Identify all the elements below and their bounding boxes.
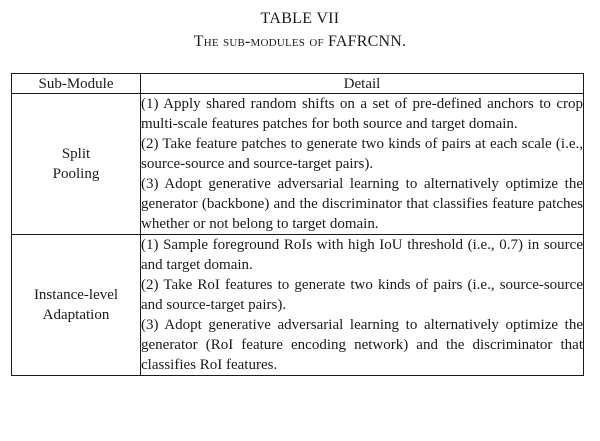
table-subtitle: The sub-modules of FAFRCNN. — [193, 33, 407, 50]
module-name-line: Split — [61, 146, 91, 162]
module-name-line: Adaptation — [42, 307, 110, 323]
detail-cell — [141, 94, 584, 235]
table-row — [12, 235, 584, 376]
detail-cell — [141, 235, 584, 376]
sub-modules-table — [11, 73, 584, 376]
detail-item: (3) Adopt generative adversarial learning to alternatively optimize the generator (backbone) and the discriminator that classifies feature patches whether or not belong to target domain. — [141, 176, 583, 232]
module-cell — [12, 94, 141, 235]
table-row — [12, 94, 584, 235]
detail-item: (1) Apply shared random shifts on a set of pre-defined anchors to crop multi-scale features patches for both source and target domain. — [141, 96, 583, 132]
detail-item: (2) Take feature patches to generate two kinds of pairs at each scale (i.e., source-source and source-target pairs). — [141, 136, 583, 172]
detail-item: (2) Take RoI features to generate two kinds of pairs (i.e., source-source and source-target pairs). — [141, 277, 583, 313]
module-cell — [12, 235, 141, 376]
table-title: TABLE VII — [260, 10, 340, 27]
header-sub-module: Sub-Module — [12, 74, 141, 94]
table-header-row — [12, 74, 584, 94]
detail-item: (3) Adopt generative adversarial learning to alternatively optimize the generator (RoI feature encoding network) and the discriminator that classifies RoI features. — [141, 317, 583, 373]
module-name-line: Pooling — [52, 166, 100, 182]
module-name-line: Instance-level — [33, 287, 119, 303]
header-detail: Detail — [141, 74, 584, 94]
detail-item: (1) Sample foreground RoIs with high IoU threshold (i.e., 0.7) in source and target domain. — [141, 237, 583, 273]
